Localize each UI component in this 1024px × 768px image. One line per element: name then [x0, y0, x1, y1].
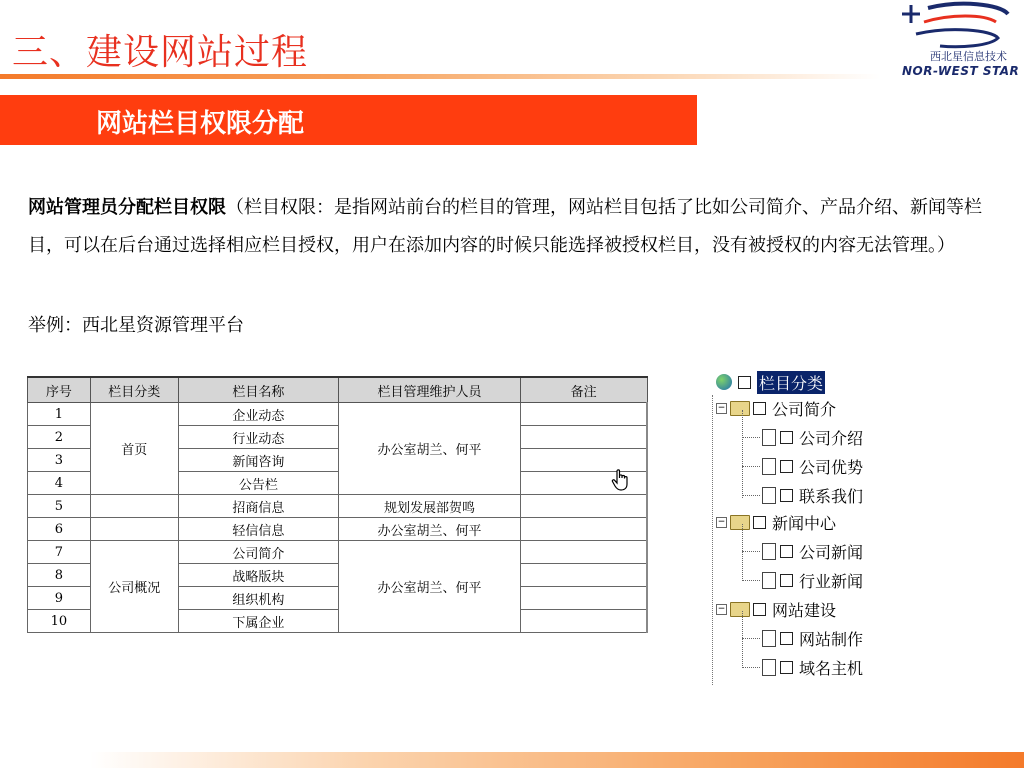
checkbox[interactable] — [753, 603, 766, 616]
row-staff: 办公室胡兰、何平 — [339, 541, 521, 633]
row-remark[interactable] — [520, 541, 647, 564]
tree-group[interactable] — [716, 396, 836, 420]
document-icon — [762, 543, 776, 560]
checkbox[interactable] — [738, 376, 751, 389]
header-staff: 栏目管理维护人员 — [339, 377, 521, 403]
row-column-name: 企业动态 — [178, 403, 339, 426]
tree-connector — [742, 638, 760, 639]
header-category: 栏目分类 — [90, 377, 178, 403]
row-remark[interactable] — [520, 564, 647, 587]
slide-title: 三、建设网站过程 — [12, 32, 309, 73]
document-icon — [762, 429, 776, 446]
tree-leaf[interactable] — [762, 454, 863, 478]
description-text: （栏目权限：是指网站前台的栏目的管理，网站栏目包括了比如公司简介、产品介绍、新闻等栏目，可以在后台通过选择相应栏目授权，用户在添加内容的时候只能选择被授权栏目，没有被授权的内容无法管理。） — [28, 197, 982, 256]
row-index: 5 — [28, 495, 91, 518]
column-tree — [712, 370, 864, 690]
tree-leaf-label: 域名主机 — [799, 658, 864, 678]
title-underline — [0, 74, 880, 79]
row-remark[interactable] — [520, 587, 647, 610]
description-bold-lead: 网站管理员分配栏目权限 — [28, 197, 226, 218]
checkbox[interactable] — [780, 632, 793, 645]
header-index: 序号 — [28, 377, 91, 403]
checkbox[interactable] — [780, 661, 793, 674]
tree-connector — [742, 667, 760, 668]
tree-leaf-label: 行业新闻 — [799, 571, 864, 591]
table-row — [28, 403, 648, 426]
document-icon — [762, 487, 776, 504]
tree-connector — [742, 580, 760, 581]
tree-connector — [742, 524, 743, 581]
tree-connector — [742, 466, 760, 467]
row-column-name: 轻信信息 — [178, 518, 339, 541]
logo-english-text: NOR-WEST STAR — [902, 64, 1020, 78]
tree-leaf-label: 网站制作 — [799, 629, 864, 649]
example-line: 举例：西北星资源管理平台 — [28, 315, 244, 336]
row-index: 6 — [28, 518, 91, 541]
checkbox[interactable] — [753, 402, 766, 415]
tree-leaf-label: 公司新闻 — [799, 542, 864, 562]
section-banner-title: 网站栏目权限分配 — [96, 109, 305, 139]
tree-leaf[interactable] — [762, 655, 863, 679]
row-column-name: 招商信息 — [178, 495, 339, 518]
row-index: 1 — [28, 403, 91, 426]
row-index: 4 — [28, 472, 91, 495]
row-category-empty — [90, 495, 178, 518]
row-staff: 办公室胡兰、何平 — [339, 403, 521, 495]
tree-connector — [742, 495, 760, 496]
table-row — [28, 495, 648, 518]
row-category: 公司概况 — [90, 541, 178, 633]
row-remark[interactable] — [520, 403, 647, 426]
row-index: 9 — [28, 587, 91, 610]
document-icon — [762, 572, 776, 589]
description-paragraph — [28, 189, 1003, 265]
row-column-name: 行业动态 — [178, 426, 339, 449]
row-column-name: 组织机构 — [178, 587, 339, 610]
tree-leaf[interactable] — [762, 626, 863, 650]
row-remark[interactable] — [520, 518, 647, 541]
checkbox[interactable] — [780, 545, 793, 558]
row-remark[interactable] — [520, 426, 647, 449]
row-index: 3 — [28, 449, 91, 472]
row-column-name: 战略版块 — [178, 564, 339, 587]
tree-leaf[interactable] — [762, 568, 863, 592]
row-remark[interactable] — [520, 495, 647, 518]
table-row — [28, 541, 648, 564]
collapse-icon[interactable]: − — [717, 603, 726, 614]
hand-pointer-icon — [610, 468, 632, 492]
tree-connector — [742, 611, 743, 668]
row-category: 首页 — [90, 403, 178, 495]
document-icon — [762, 630, 776, 647]
checkbox[interactable] — [780, 489, 793, 502]
row-column-name: 新闻咨询 — [178, 449, 339, 472]
row-staff: 规划发展部贺鸣 — [339, 495, 521, 518]
tree-connector — [742, 410, 743, 498]
table-header-row — [28, 377, 648, 403]
table-row — [28, 518, 648, 541]
globe-icon — [716, 374, 732, 390]
tree-connector — [742, 551, 760, 552]
tree-root[interactable] — [716, 370, 825, 394]
checkbox[interactable] — [780, 574, 793, 587]
document-icon — [762, 659, 776, 676]
tree-leaf[interactable] — [762, 539, 863, 563]
tree-group-label: 网站建设 — [772, 600, 837, 620]
row-remark[interactable] — [520, 610, 647, 633]
tree-group[interactable] — [716, 510, 836, 534]
checkbox[interactable] — [780, 460, 793, 473]
tree-connector — [742, 437, 760, 438]
tree-group-label: 公司简介 — [772, 399, 837, 419]
checkbox[interactable] — [780, 431, 793, 444]
row-category-empty — [90, 518, 178, 541]
folder-open-icon — [730, 602, 750, 617]
header-column-name: 栏目名称 — [178, 377, 339, 403]
row-index: 7 — [28, 541, 91, 564]
tree-group-label: 新闻中心 — [772, 513, 837, 533]
tree-leaf-label: 联系我们 — [799, 486, 864, 506]
tree-leaf[interactable] — [762, 483, 863, 507]
collapse-icon[interactable]: − — [717, 402, 726, 413]
tree-group[interactable] — [716, 597, 836, 621]
footer-gradient-bar — [90, 752, 1024, 768]
row-index: 8 — [28, 564, 91, 587]
row-column-name: 下属企业 — [178, 610, 339, 633]
folder-open-icon — [730, 401, 750, 416]
tree-leaf-label: 公司介绍 — [799, 428, 864, 448]
row-column-name: 公司简介 — [178, 541, 339, 564]
header-remark: 备注 — [520, 377, 647, 403]
collapse-icon[interactable]: − — [717, 516, 726, 527]
tree-root-label: 栏目分类 — [757, 371, 825, 394]
checkbox[interactable] — [753, 516, 766, 529]
row-column-name: 公告栏 — [178, 472, 339, 495]
tree-leaf[interactable] — [762, 425, 863, 449]
row-index: 2 — [28, 426, 91, 449]
folder-open-icon — [730, 515, 750, 530]
permission-table — [27, 376, 648, 633]
tree-leaf-label: 公司优势 — [799, 457, 864, 477]
row-index: 10 — [28, 610, 91, 633]
document-icon — [762, 458, 776, 475]
logo-chinese-text: 西北星信息技术 — [930, 50, 1007, 63]
row-staff: 办公室胡兰、何平 — [339, 518, 521, 541]
